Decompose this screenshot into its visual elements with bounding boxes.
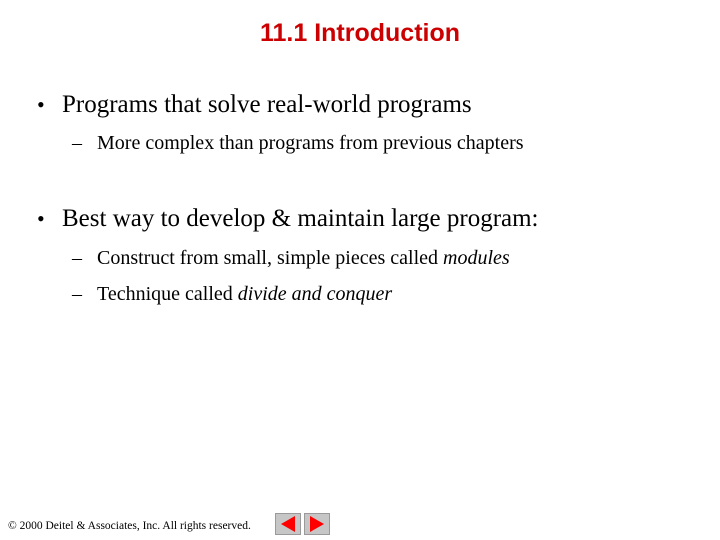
sub-item <box>72 130 524 156</box>
sub-item-emphasis: divide and conquer <box>237 283 393 305</box>
sub-item-text: Technique called <box>97 283 238 305</box>
slide-title: 11.1 Introduction <box>259 19 461 47</box>
triangle-right-icon <box>305 514 329 534</box>
next-slide-button[interactable] <box>304 513 330 535</box>
bullet-item <box>37 204 539 234</box>
sub-item <box>72 245 510 271</box>
bullet-icon: • <box>37 206 45 231</box>
bullet-text: Programs that solve real-world programs <box>62 91 472 118</box>
sub-item-emphasis: modules <box>443 247 510 269</box>
dash-icon: – <box>72 132 82 154</box>
bullet-text: Best way to develop & maintain large program: <box>62 205 539 232</box>
footer-copyright <box>8 518 251 534</box>
sub-item <box>72 281 392 307</box>
sub-item-text: More complex than programs from previous chapters <box>97 132 524 154</box>
previous-slide-button[interactable] <box>275 513 301 535</box>
triangle-left-icon <box>276 514 300 534</box>
bullet-icon: • <box>37 92 45 117</box>
copyright-icon: © <box>8 520 17 532</box>
bullet-item <box>37 90 472 120</box>
dash-icon: – <box>72 283 82 305</box>
sub-item-text: Construct from small, simple pieces called <box>97 247 444 269</box>
copyright-text: 2000 Deitel & Associates, Inc. All rights reserved. <box>19 520 251 532</box>
dash-icon: – <box>72 247 82 269</box>
